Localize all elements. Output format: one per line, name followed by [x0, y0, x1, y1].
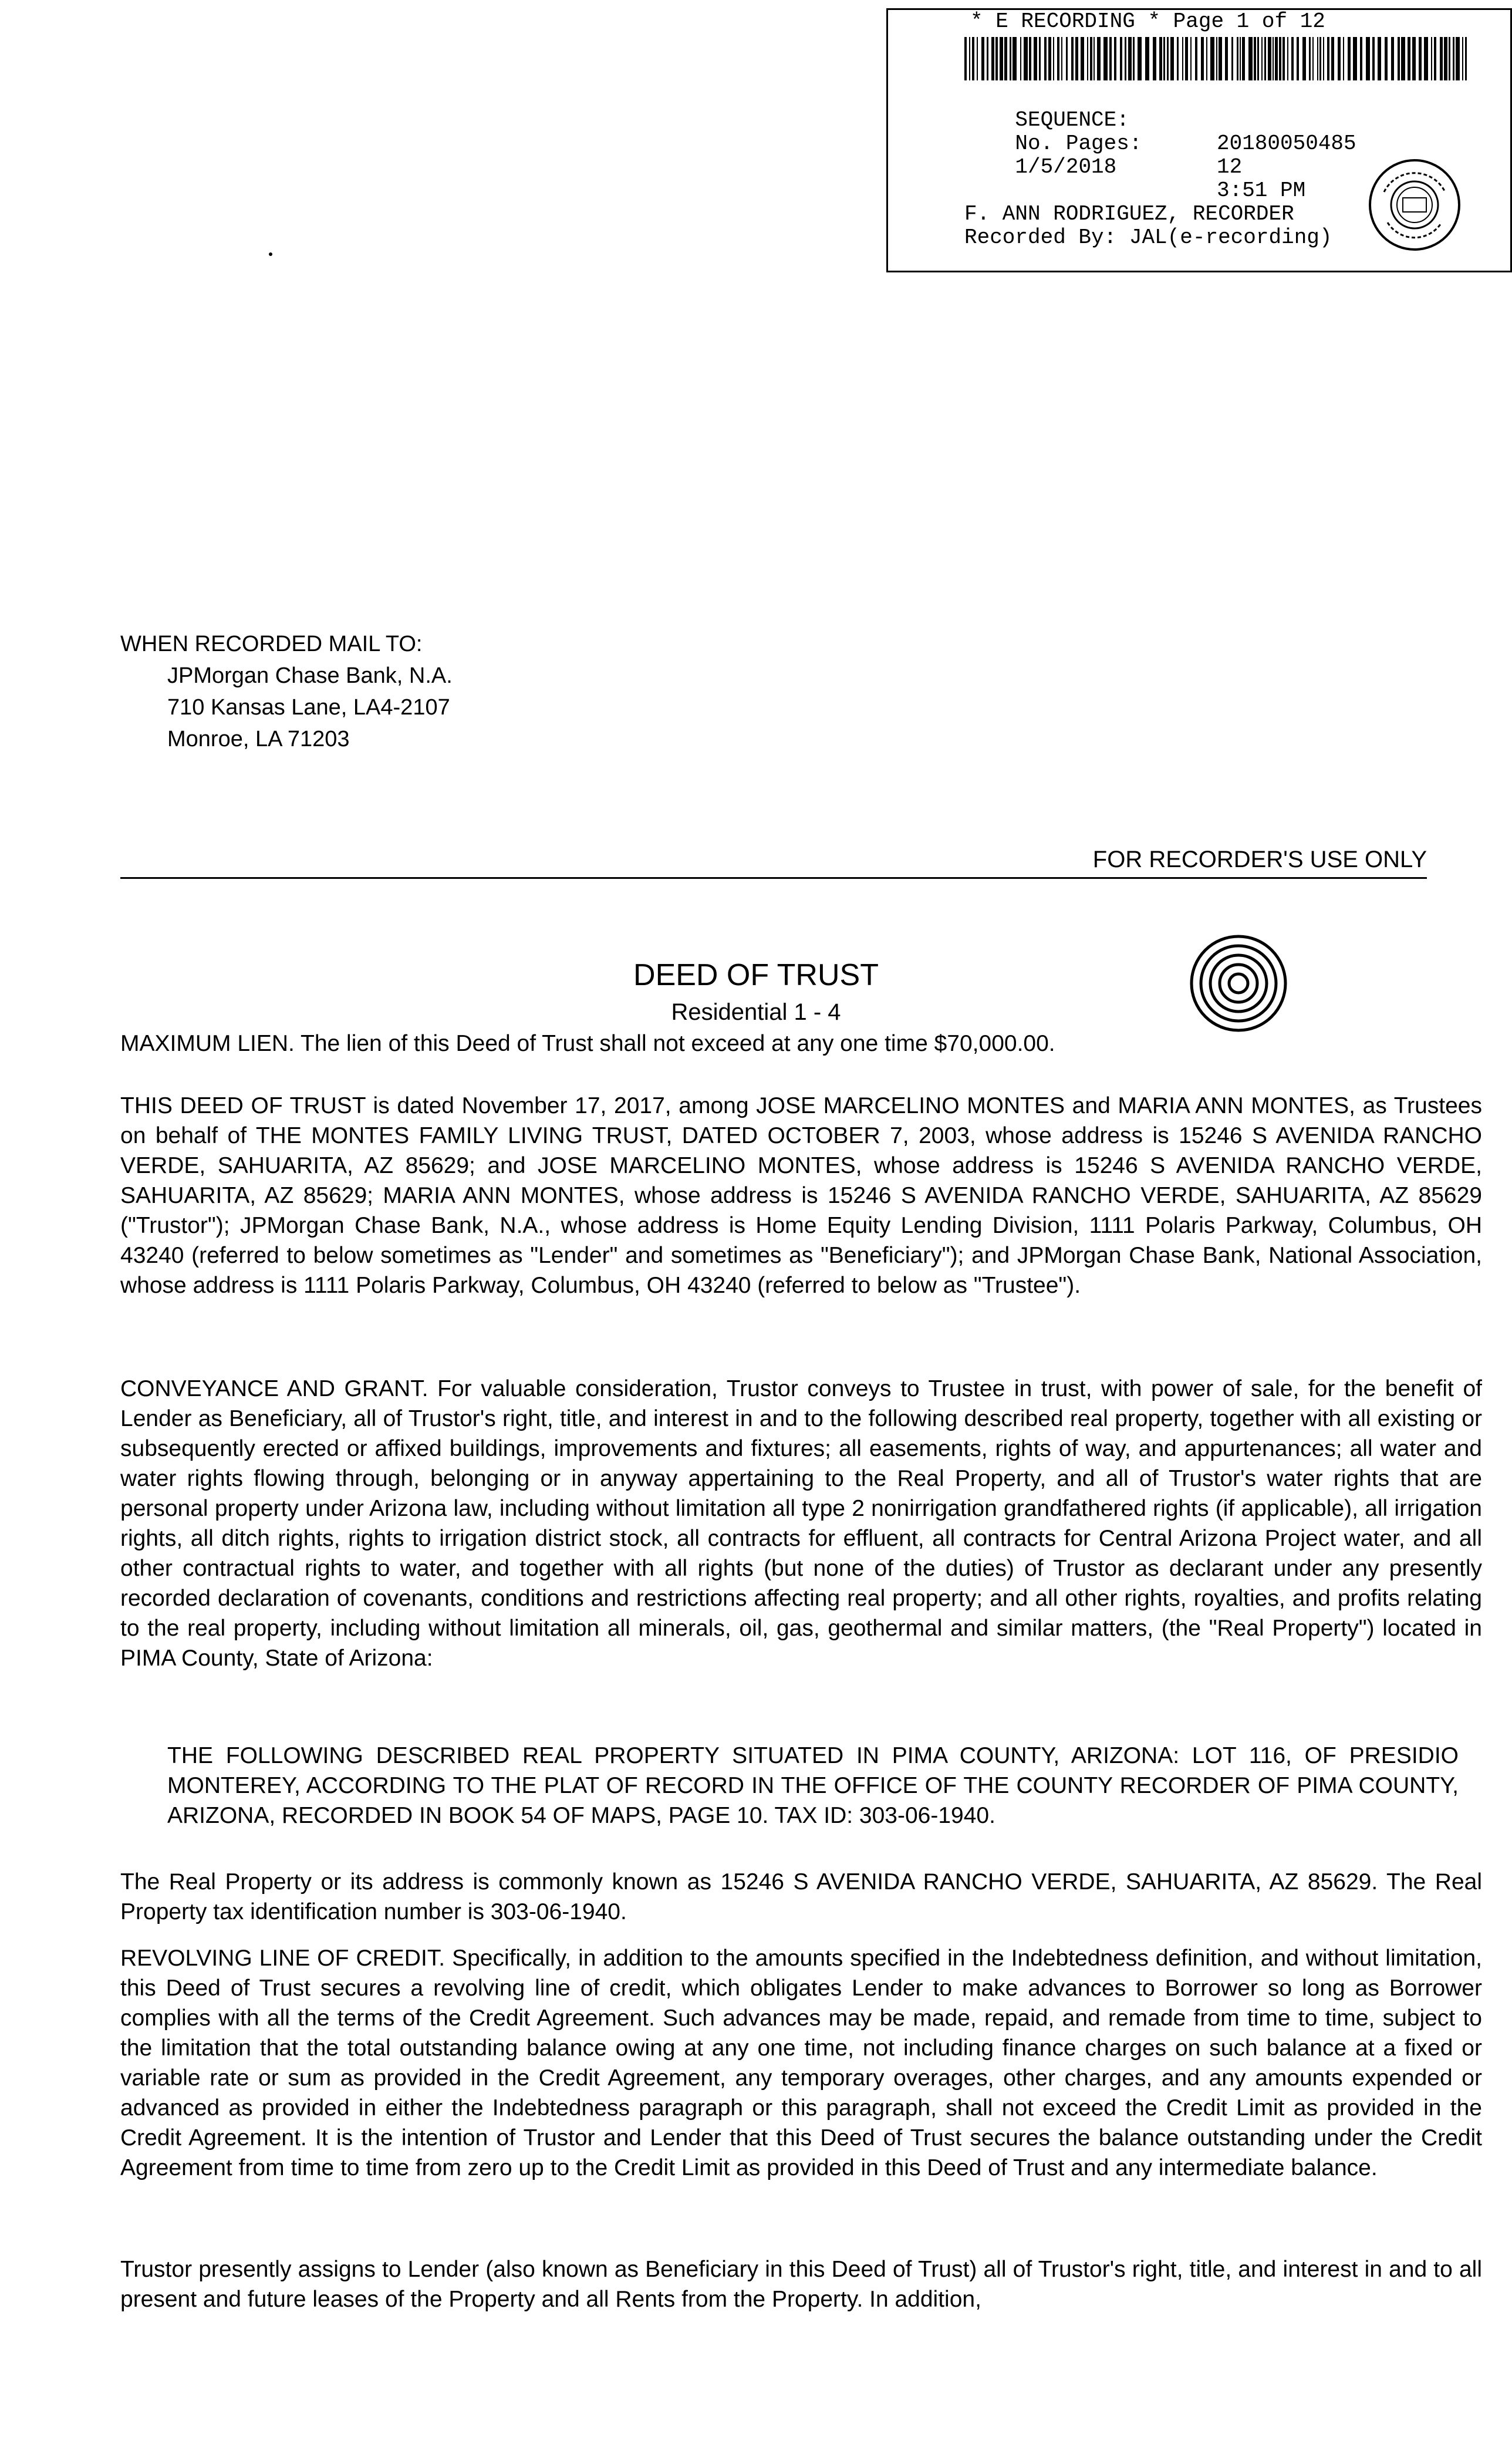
barcode-bar [1242, 37, 1245, 80]
barcode-bar [969, 37, 970, 80]
recording-stamp [886, 8, 1512, 272]
document-title: DEED OF TRUST [633, 958, 879, 992]
mail-to-line-1: JPMorgan Chase Bank, N.A. [167, 663, 453, 688]
document-subtitle: Residential 1 - 4 [671, 999, 841, 1025]
barcode-bar [1133, 37, 1135, 80]
barcode-bar [1109, 37, 1112, 80]
recorded-time: 3:51 PM [1217, 178, 1306, 203]
recorded-date: 1/5/2018 [1015, 155, 1117, 179]
barcode-bar [1034, 37, 1037, 80]
pages-label: No. Pages: [1015, 132, 1142, 156]
barcode-bar [1317, 37, 1318, 80]
barcode-image [964, 37, 1469, 80]
barcode-bar [981, 37, 984, 80]
property-address-paragraph: The Real Property or its address is commonly known as 15246 S AVENIDA RANCHO VERDE, SAHUARITA, AZ 85629. The Real Property tax identification number is 303-06-1940. [120, 1869, 1482, 1924]
barcode-bar [1024, 37, 1028, 80]
barcode-bar [1057, 37, 1059, 80]
conveyance-paragraph: CONVEYANCE AND GRANT. For valuable consideration, Trustor conveys to Trustee in trust, with power of sale, for the benefit of Lender as Beneficiary, all of Trustor's right, title, and interest in and to the following described real property, together with all existing or subsequently erected or affixed buildings, improvements and fixtures; all easements, rights of way, and appurtenances; all water and water rights flowing through, belonging or in anyway appertaining to the Real Property, and all of Trustor's water rights that are personal property under Arizona law, including without limitation all type 2 nonirrigation grandfathered rights (if applicable), all irrigation rights, all ditch rights, rights to irrigation district stock, all contracts for effluent, all contracts for Central Arizona Project water, and all other contractual rights to water, and together with all rights (but none of the duties) of Trustor as declarant under any presently recorded declaration of covenants, conditions and restrictions affecting real property; and all other rights, royalties, and profits relating to the real property, including without limitation all minerals, oil, gas, geothermal and similar matters, (the "Real Property") located in PIMA County, State of Arizona: [120, 1376, 1482, 1671]
county-seal-icon [1366, 157, 1463, 254]
barcode-bar [1378, 37, 1381, 80]
barcode-bar [1103, 37, 1108, 80]
barcode-bar [1440, 37, 1443, 80]
barcode-bar [1264, 37, 1266, 80]
legal-description-paragraph: THE FOLLOWING DESCRIBED REAL PROPERTY SITUATED IN PIMA COUNTY, ARIZONA: LOT 116, OF PRESIDIO MONTEREY, ACCORDING TO THE PLAT OF RECORD IN THE OFFICE OF THE COUNTY RECORDER OF PIMA COUNTY, ARIZONA, RECORDED IN BOOK 54 OF MAPS, PAGE 10. TAX ID: 303-06-1940. [167, 1743, 1459, 1828]
barcode-bar [1462, 37, 1463, 80]
barcode-bar [1323, 37, 1324, 80]
barcode-bar [1128, 37, 1132, 80]
barcode-bar [1338, 37, 1341, 80]
barcode-bar [1170, 37, 1174, 80]
barcode-bar [987, 37, 988, 80]
barcode-bar [1283, 37, 1285, 80]
barcode-bar [1353, 37, 1357, 80]
barcode-bar [1125, 37, 1126, 80]
pages-value: 12 [1217, 155, 1243, 179]
barcode-bar [1004, 37, 1007, 80]
barcode-bar [1225, 37, 1228, 80]
recorder-use-label: FOR RECORDER'S USE ONLY [1092, 847, 1427, 872]
barcode-bar [1219, 37, 1222, 80]
barcode-bar [1206, 37, 1207, 80]
barcode-bar [1465, 37, 1467, 80]
barcode-bar [1177, 37, 1179, 80]
barcode-bar [1398, 37, 1400, 80]
stray-mark [269, 252, 272, 256]
barcode-bar [1000, 37, 1003, 80]
barcode-bar [1287, 37, 1288, 80]
barcode-bar [1029, 37, 1031, 80]
barcode-bar [1159, 37, 1162, 80]
mail-to-line-3: Monroe, LA 71203 [167, 727, 350, 751]
barcode-bar [1013, 37, 1017, 80]
barcode-bar [1319, 37, 1321, 80]
barcode-bar [1408, 37, 1410, 80]
barcode-bar [1297, 37, 1299, 80]
barcode-bar [1391, 37, 1394, 80]
barcode-bar [1343, 37, 1344, 80]
barcode-bar [1048, 37, 1051, 80]
barcode-bar [1010, 37, 1011, 80]
barcode-bar [1071, 37, 1074, 80]
barcode-bar [1385, 37, 1388, 80]
barcode-bar [1167, 37, 1169, 80]
barcode-bar [964, 37, 967, 80]
barcode-bar [1182, 37, 1183, 80]
barcode-bar [1120, 37, 1122, 80]
barcode-bar [1138, 37, 1142, 80]
barcode-bar [1053, 37, 1054, 80]
sequence-value: 20180050485 [1217, 132, 1356, 156]
barcode-bar [1348, 37, 1351, 80]
barcode-bar [977, 37, 978, 80]
barcode-bar [1424, 37, 1428, 80]
barcode-bar [1268, 37, 1271, 80]
barcode-bar [1114, 37, 1116, 80]
barcode-bar [1419, 37, 1422, 80]
barcode-bar [1434, 37, 1436, 80]
barcode-bar [1309, 37, 1311, 80]
barcode-bar [1231, 37, 1233, 80]
barcode-bar [1163, 37, 1165, 80]
barcode-bar [1366, 37, 1370, 80]
barcode-bar [1185, 37, 1188, 80]
stamp-header: * E RECORDING * Page 1 of 12 [970, 9, 1325, 33]
revolving-credit-paragraph: REVOLVING LINE OF CREDIT. Specifically, in addition to the amounts specified in the Indebtedness definition, and without limitation, this Deed of Trust secures a revolving line of credit, which obligates Lender to make advances to Borrower so long as Borrower complies with all the terms of the Credit Agreement. Such advances may be made, repaid, and remade from time to time, subject to the limitation that the total outstanding balance owing at any one time, not including finance charges on such balance at a fixed or variable rate or sum as provided in the Credit Agreement, any temporary overages, other charges, and any amounts expended or advanced as provided in either the Indebtedness paragraph or this paragraph, shall not exceed the Credit Limit as provided in the Credit Agreement. It is the intention of Trustor and Lender that this Deed of Trust secures the balance outstanding under the Credit Agreement from time to time from zero up to the Credit Limit as provided in this Deed of Trust and any intermediate balance. [120, 1946, 1482, 2180]
barcode-bar [995, 37, 998, 80]
recorded-by: Recorded By: JAL(e-recording) [964, 225, 1332, 250]
sequence-label: SEQUENCE: [1015, 108, 1129, 132]
barcode-bar [991, 37, 994, 80]
barcode-bar [1210, 37, 1214, 80]
assignment-paragraph: Trustor presently assigns to Lender (also known as Beneficiary in this Deed of Trust) all of Trustor's right, title, and interest in and to all present and future leases of the Property and all Rents from the Property. In addition, [120, 2257, 1482, 2312]
barcode-bar [1201, 37, 1204, 80]
barcode-bar [1075, 37, 1078, 80]
barcode-bar [1237, 37, 1238, 80]
barcode-bar [1254, 37, 1256, 80]
recorder-use-divider [120, 877, 1427, 879]
recorder-name: F. ANN RODRIGUEZ, RECORDER [964, 202, 1294, 226]
barcode-bar [1453, 37, 1454, 80]
barcode-bar [1145, 37, 1149, 80]
barcode-bar [1066, 37, 1068, 80]
barcode-bar [1412, 37, 1416, 80]
barcode-bar [1216, 37, 1217, 80]
barcode-bar [1039, 37, 1041, 80]
barcode-bar [1372, 37, 1375, 80]
barcode-bar [1401, 37, 1405, 80]
barcode-bar [1431, 37, 1432, 80]
barcode-bar [1261, 37, 1263, 80]
barcode-bar [1275, 37, 1278, 80]
target-icon [1189, 933, 1288, 1033]
barcode-bar [1449, 37, 1450, 80]
barcode-bar [1360, 37, 1362, 80]
mail-to-heading: WHEN RECORDED MAIL TO: [120, 632, 423, 656]
barcode-bar [1444, 37, 1447, 80]
barcode-bar [1094, 37, 1095, 80]
barcode-bar [1291, 37, 1294, 80]
barcode-bar [1327, 37, 1329, 80]
mail-to-line-2: 710 Kansas Lane, LA4-2107 [167, 695, 450, 720]
barcode-bar [1081, 37, 1084, 80]
barcode-bar [1331, 37, 1334, 80]
barcode-bar [1044, 37, 1047, 80]
barcode-bar [1195, 37, 1197, 80]
intro-paragraph: THIS DEED OF TRUST is dated November 17, 2017, among JOSE MARCELINO MONTES and MARIA ANN MONTES, as Trustees on behalf of THE MONTES FAMILY LIVING TRUST, DATED OCTOBER 7, 2003, whose address is 15246 S AVENIDA RANCHO VERDE, SAHUARITA, AZ 85629; and JOSE MARCELINO MONTES, whose address is 15246 S AVENIDA RANCHO VERDE, SAHUARITA, AZ 85629; MARIA ANN MONTES, whose address is 15246 S AVENIDA RANCHO VERDE, SAHUARITA, AZ 85629 ("Trustor"); JPMorgan Chase Bank, N.A., whose address is Home Equity Lending Division, 1111 Polaris Parkway, Columbus, OH 43240 (referred to below sometimes as "Lender" and sometimes as "Beneficiary"); and JPMorgan Chase Bank, National Association, whose address is 1111 Polaris Parkway, Columbus, OH 43240 (referred to below as "Trustee"). [120, 1093, 1482, 1298]
barcode-bar [972, 37, 974, 80]
barcode-bar [1257, 37, 1259, 80]
barcode-bar [1190, 37, 1192, 80]
barcode-bar [1279, 37, 1281, 80]
barcode-bar [1240, 37, 1241, 80]
barcode-bar [1020, 37, 1021, 80]
barcode-bar [1087, 37, 1088, 80]
barcode-bar [1061, 37, 1062, 80]
maximum-lien-paragraph: MAXIMUM LIEN. The lien of this Deed of Trust shall not exceed at any one time $70,000.00. [120, 1031, 1055, 1056]
barcode-bar [1312, 37, 1314, 80]
barcode-bar [1248, 37, 1253, 80]
barcode-bar [1090, 37, 1092, 80]
barcode-bar [1097, 37, 1101, 80]
barcode-bar [1273, 37, 1274, 80]
barcode-bar [1153, 37, 1156, 80]
barcode-bar [1456, 37, 1460, 80]
barcode-bar [1302, 37, 1306, 80]
mail-to-block [120, 628, 453, 755]
